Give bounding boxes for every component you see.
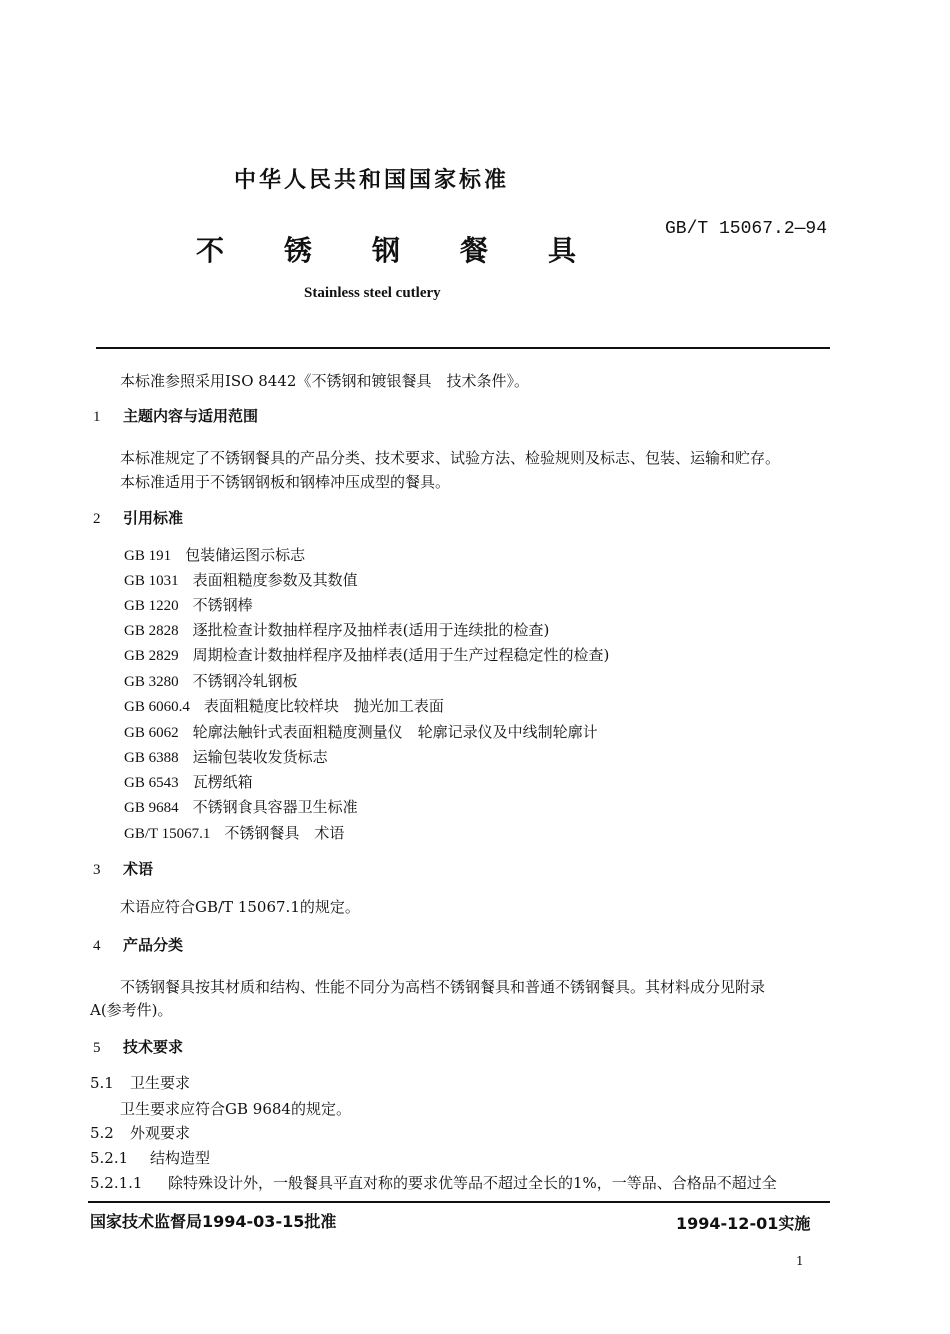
reference-name: 不锈钢冷轧钢板	[192, 672, 298, 690]
reference-item	[124, 771, 253, 792]
implementation-date: 1994-12-01实施	[676, 1214, 811, 1233]
section-4-paragraph-1: 不锈钢餐具按其材质和结构、性能不同分为高档不锈钢餐具和普通不锈钢餐具。其材料成分见附录	[120, 978, 766, 996]
section-number: 3	[93, 862, 101, 878]
reference-code: GB 6060.4	[124, 699, 190, 715]
intro-paragraph: 本标准参照采用ISO 8442《不锈钢和镀银餐具 技术条件》。	[120, 372, 529, 390]
reference-item	[124, 594, 253, 615]
section-3-paragraph: 术语应符合GB/T 15067.1的规定。	[120, 898, 360, 916]
section-title: 主题内容与适用范围	[123, 407, 259, 425]
reference-code: GB 6062	[124, 725, 179, 741]
section-1-paragraph-2: 本标准适用于不锈钢钢板和钢棒冲压成型的餐具。	[120, 473, 451, 491]
section-title: 技术要求	[123, 1038, 184, 1056]
reference-code: GB 3280	[124, 674, 179, 690]
title-char: 钢	[372, 234, 401, 267]
subsection-number: 5.1	[90, 1074, 114, 1092]
reference-code: GB 9684	[124, 800, 179, 816]
section-number: 4	[93, 938, 101, 954]
reference-item	[124, 544, 305, 565]
title-char: 不	[196, 234, 225, 267]
subsection-5-2-heading	[90, 1123, 190, 1143]
section-number: 1	[93, 409, 101, 425]
standard-code: GB/T 15067.2—94	[665, 219, 828, 239]
header-divider	[96, 347, 830, 349]
title-char: 具	[548, 234, 577, 267]
reference-item	[124, 619, 549, 640]
section-2-heading	[93, 507, 183, 528]
reference-item	[124, 569, 358, 590]
reference-code: GB 1220	[124, 598, 179, 614]
reference-name: 不锈钢餐具 术语	[224, 824, 345, 842]
document-title-english: Stainless steel cutlery	[304, 285, 441, 301]
reference-name: 逐批检查计数抽样程序及抽样表(适用于连续批的检查)	[192, 621, 550, 639]
reference-item	[124, 670, 298, 691]
reference-code: GB 6388	[124, 750, 179, 766]
reference-item	[124, 796, 358, 817]
reference-code: GB 2828	[124, 623, 179, 639]
subsection-title: 结构造型	[150, 1149, 211, 1167]
standard-type-heading: 中华人民共和国国家标准	[234, 168, 510, 193]
title-char: 锈	[284, 234, 313, 267]
reference-item	[124, 746, 328, 767]
subsection-number: 5.2	[90, 1124, 114, 1142]
section-1-heading	[93, 405, 258, 426]
reference-name: 不锈钢棒	[192, 596, 253, 614]
section-4-heading	[93, 934, 183, 955]
section-title: 产品分类	[123, 936, 184, 954]
subsection-5-1-heading	[90, 1073, 190, 1093]
reference-name: 表面粗糙度参数及其数值	[192, 571, 358, 589]
reference-name: 包装储运图示标志	[185, 546, 306, 564]
reference-code: GB 2829	[124, 648, 179, 664]
clause-text: 除特殊设计外，一般餐具平直对称的要求优等品不超过全长的1%，一等品、合格品不超过全	[168, 1174, 777, 1192]
subsection-title: 卫生要求	[130, 1074, 191, 1092]
reference-name: 不锈钢食具容器卫生标准	[192, 798, 358, 816]
section-title: 引用标准	[123, 509, 184, 527]
reference-item	[124, 721, 598, 742]
reference-name: 周期检查计数抽样程序及抽样表(适用于生产过程稳定性的检查)	[192, 646, 610, 664]
section-5-heading	[93, 1036, 183, 1057]
clause-5-2-1-1	[90, 1173, 777, 1193]
page-number: 1	[796, 1254, 804, 1268]
reference-item	[124, 822, 344, 843]
reference-item	[124, 695, 444, 716]
title-char: 餐	[460, 234, 489, 267]
reference-name: 轮廓法触针式表面粗糙度测量仪 轮廓记录仪及中线制轮廓计	[192, 723, 598, 741]
section-4-paragraph-2: A(参考件)。	[90, 1001, 173, 1019]
section-number: 5	[93, 1040, 101, 1056]
reference-name: 表面粗糙度比较样块 抛光加工表面	[203, 697, 444, 715]
subsection-5-2-1-heading	[90, 1148, 210, 1168]
subsection-title: 外观要求	[130, 1124, 191, 1142]
subsection-number: 5.2.1	[90, 1149, 129, 1167]
reference-code: GB 6543	[124, 775, 179, 791]
subsection-5-1-text: 卫生要求应符合GB 9684的规定。	[120, 1100, 351, 1118]
footer-divider	[88, 1201, 830, 1203]
section-title: 术语	[123, 860, 154, 878]
document-title	[196, 229, 636, 269]
approval-statement: 国家技术监督局1994-03-15批准	[90, 1212, 337, 1231]
reference-code: GB 1031	[124, 573, 179, 589]
clause-number: 5.2.1.1	[90, 1174, 143, 1192]
reference-name: 运输包装收发货标志	[192, 748, 328, 766]
section-3-heading	[93, 858, 153, 879]
reference-code: GB/T 15067.1	[124, 826, 211, 842]
reference-item	[124, 644, 609, 665]
reference-name: 瓦楞纸箱	[192, 773, 253, 791]
section-number: 2	[93, 511, 101, 527]
reference-code: GB 191	[124, 548, 172, 564]
section-1-paragraph-1: 本标准规定了不锈钢餐具的产品分类、技术要求、试验方法、检验规则及标志、包装、运输和贮存。	[120, 449, 781, 467]
